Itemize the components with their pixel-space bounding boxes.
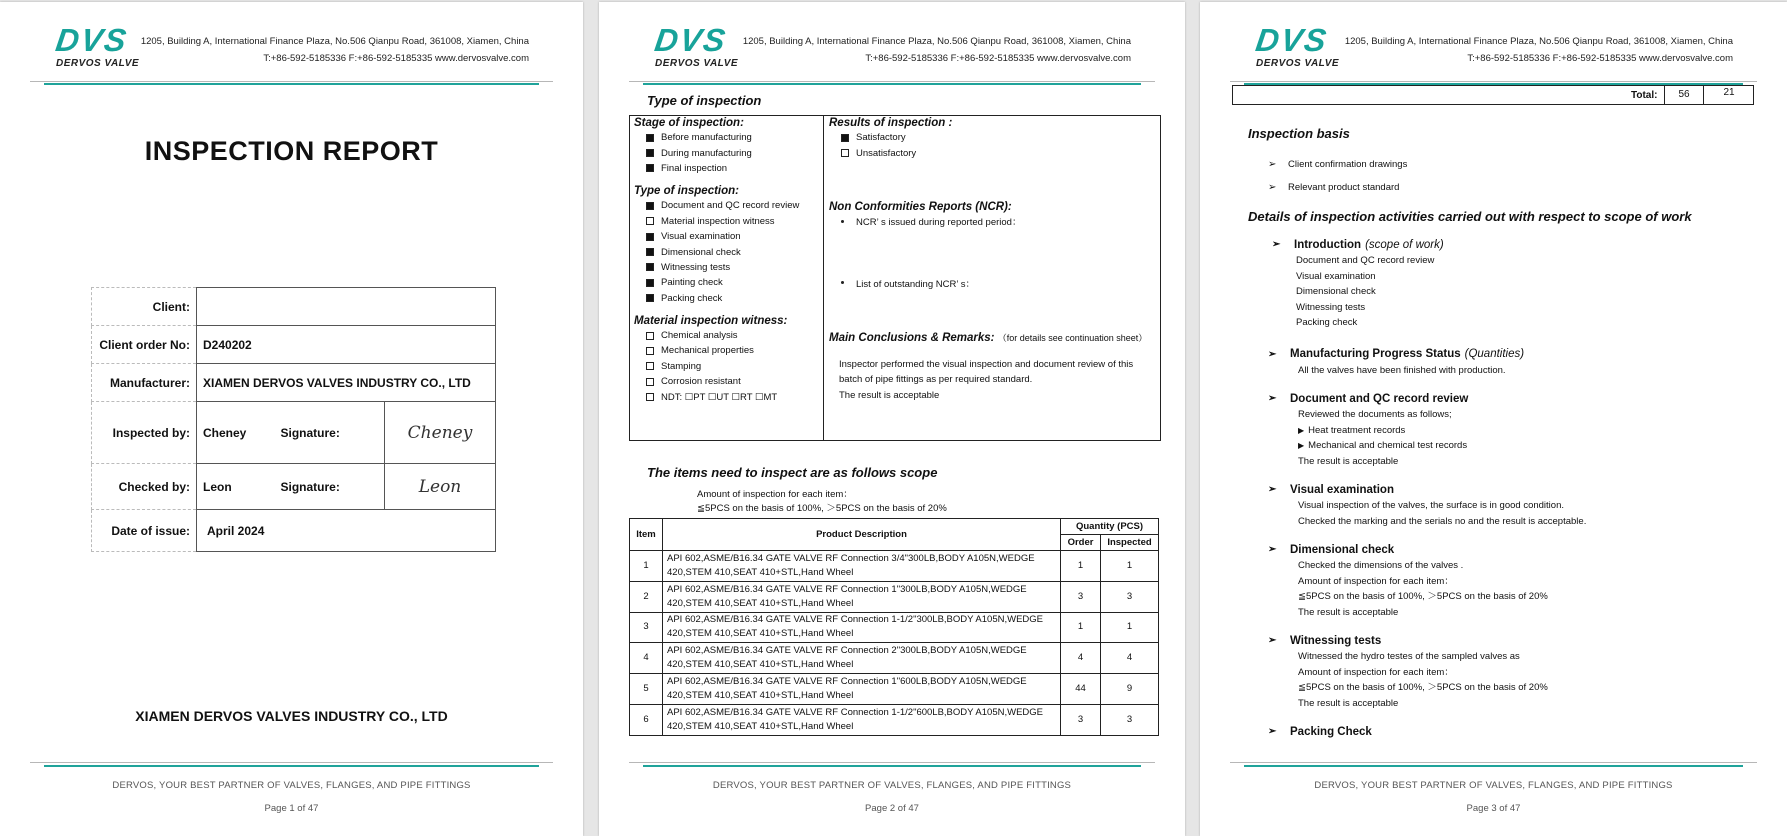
page-1 bbox=[0, 2, 583, 836]
material-title: Material inspection witness: bbox=[634, 314, 788, 327]
checkbox-label: Packing check bbox=[661, 292, 723, 304]
intro-note: (scope of work) bbox=[1365, 238, 1444, 251]
visual-title-line bbox=[1248, 481, 1748, 498]
col-order: Order bbox=[1061, 535, 1101, 551]
checked-box-icon bbox=[646, 149, 654, 157]
checked-signature-label: Signature: bbox=[275, 464, 385, 510]
doc-section bbox=[1248, 390, 1748, 469]
doc-sub-label: Mechanical and chemical test records bbox=[1308, 440, 1468, 451]
ncr-issued: NCR’ s issued during reported period： bbox=[856, 217, 1022, 229]
total-label: Total: bbox=[1631, 90, 1658, 101]
table-row bbox=[630, 643, 1159, 674]
total-inspected: 21 bbox=[1703, 86, 1754, 104]
doc-title-line bbox=[1248, 390, 1748, 407]
report-title: INSPECTION REPORT bbox=[144, 136, 439, 166]
arrow-icon: ➢ bbox=[1268, 348, 1277, 360]
arrow-icon: ➢ bbox=[1268, 726, 1277, 737]
checkbox-item[interactable] bbox=[634, 244, 820, 259]
order-label: Client order No: bbox=[92, 326, 197, 364]
intro-item: Dimensional check bbox=[1296, 286, 1376, 297]
cell-inspected: 3 bbox=[1101, 704, 1159, 735]
intro-section bbox=[1248, 236, 1748, 331]
checked-box-icon bbox=[646, 263, 654, 271]
company-name-footer: XIAMEN DERVOS VALVES INDUSTRY CO., LTD bbox=[135, 708, 448, 724]
checkbox-label: Dimensional check bbox=[661, 246, 741, 258]
checked-signature-image: Leon bbox=[418, 476, 462, 497]
inspected-label: Inspected by: bbox=[92, 402, 197, 464]
arrow-icon: ➢ bbox=[1268, 393, 1277, 404]
company-logo bbox=[1253, 22, 1356, 69]
page-3 bbox=[1200, 2, 1787, 836]
unchecked-box-icon bbox=[646, 378, 654, 386]
checkbox-label: NDT: ☐PT ☐UT ☐RT ☐MT bbox=[661, 391, 778, 403]
checkbox-item[interactable] bbox=[634, 328, 820, 343]
logo-name: DERVOS VALVE bbox=[1256, 58, 1340, 69]
type-of-inspection-heading: Type of inspection bbox=[647, 93, 762, 108]
unchecked-box-icon bbox=[646, 347, 654, 355]
basis-list bbox=[1248, 153, 1748, 199]
checkbox-item[interactable] bbox=[634, 260, 820, 275]
table-row bbox=[630, 581, 1159, 612]
header-contact: T:+86-592-5185336 F:+86-592-5185335 www.dervosvalve.com bbox=[865, 53, 1131, 64]
dim-title: Dimensional check bbox=[1290, 543, 1395, 556]
col-inspected: Inspected bbox=[1101, 535, 1159, 551]
logo-mark: DVS bbox=[1253, 22, 1331, 58]
page-number: Page 1 of 47 bbox=[264, 803, 319, 814]
cell-inspected: 9 bbox=[1101, 674, 1159, 705]
dim-line-2: Amount of inspection for each item： bbox=[1298, 575, 1454, 587]
unchecked-box-icon bbox=[646, 393, 654, 401]
inspected-signature-image: Cheney bbox=[407, 422, 473, 443]
cell-item: 6 bbox=[630, 704, 663, 735]
pack-title: Packing Check bbox=[1290, 725, 1372, 738]
header-contact: T:+86-592-5185336 F:+86-592-5185335 www.dervosvalve.com bbox=[263, 53, 529, 64]
checkbox-item[interactable] bbox=[829, 145, 1159, 160]
checkbox-item[interactable] bbox=[634, 374, 820, 389]
page-number: Page 2 of 47 bbox=[865, 803, 919, 814]
checkbox-label: Final inspection bbox=[661, 162, 728, 174]
checkbox-label: Document and QC record review bbox=[661, 200, 800, 212]
header-accent-rule bbox=[44, 83, 539, 85]
arrow-icon: ➢ bbox=[1268, 484, 1277, 495]
pack-title-line bbox=[1248, 723, 1748, 740]
checkbox-label: During manufacturing bbox=[661, 147, 752, 159]
header-address-block bbox=[743, 33, 1131, 67]
amount-line-2: ≦5PCS on the basis of 100%, ＞5PCS on the basis of 20% bbox=[697, 503, 947, 514]
triangle-icon: ▶ bbox=[1298, 441, 1305, 450]
checkbox-item[interactable] bbox=[829, 130, 1159, 145]
inspected-signature-label: Signature: bbox=[275, 402, 385, 464]
cell-order: 4 bbox=[1061, 643, 1101, 674]
cell-description: API 602,ASME/B16.34 GATE VALVE RF Connection 1"600LB,BODY A105N,WEDGE 420,STEM 410,SEAT 410+STL,Hand Wheel bbox=[663, 674, 1061, 705]
cell-description: API 602,ASME/B16.34 GATE VALVE RF Connection 2"300LB,BODY A105N,WEDGE 420,STEM 410,SEAT 410+STL,Hand Wheel bbox=[663, 643, 1061, 674]
arrow-icon: ➢ bbox=[1268, 159, 1277, 170]
triangle-icon: ▶ bbox=[1298, 425, 1305, 435]
checked-box-icon bbox=[646, 279, 654, 287]
cell-description: API 602,ASME/B16.34 GATE VALVE RF Connection 3/4"300LB,BODY A105N,WEDGE 420,STEM 410,SEAT 410+STL,Hand Wheel bbox=[663, 551, 1061, 582]
checkbox-item[interactable] bbox=[634, 145, 820, 160]
info-row-client bbox=[92, 288, 496, 326]
inspection-details bbox=[1248, 126, 1748, 740]
checkbox-item[interactable] bbox=[634, 130, 820, 145]
page-header bbox=[599, 24, 1185, 84]
basis-item bbox=[1248, 176, 1748, 199]
checkbox-label: Corrosion resistant bbox=[661, 376, 741, 388]
unchecked-box-icon bbox=[646, 332, 654, 340]
cell-inspected: 4 bbox=[1101, 643, 1159, 674]
dim-line-3: ≦5PCS on the basis of 100%, ＞5PCS on the basis of 20% bbox=[1298, 591, 1548, 602]
unchecked-box-icon bbox=[646, 217, 654, 225]
material-list bbox=[634, 328, 820, 405]
cell-item: 2 bbox=[630, 581, 663, 612]
intro-item: Document and QC record review bbox=[1296, 255, 1435, 266]
type-title: Type of inspection: bbox=[634, 185, 739, 198]
header-rule bbox=[1230, 81, 1757, 82]
wit-line-4: The result is acceptable bbox=[1298, 697, 1399, 709]
footer-slogan: DERVOS, YOUR BEST PARTNER OF VALVES, FLANGES, AND PIPE FITTINGS bbox=[112, 780, 471, 791]
checked-box-icon bbox=[646, 202, 654, 210]
footer-slogan: DERVOS, YOUR BEST PARTNER OF VALVES, FLANGES, AND PIPE FITTINGS bbox=[712, 780, 1072, 791]
inspected-value: Cheney bbox=[197, 402, 275, 464]
cell-inspected: 3 bbox=[1101, 581, 1159, 612]
page-number: Page 3 of 47 bbox=[1466, 803, 1521, 814]
checkbox-item[interactable] bbox=[634, 214, 820, 229]
checkbox-label: Before manufacturing bbox=[661, 132, 752, 144]
results-list bbox=[829, 130, 1159, 161]
items-heading: The items need to inspect are as follows scope bbox=[647, 465, 938, 480]
box-divider bbox=[823, 116, 824, 440]
right-column bbox=[829, 117, 1159, 403]
total-order: 56 bbox=[1664, 86, 1703, 104]
cell-item: 3 bbox=[630, 612, 663, 643]
checkbox-label: Unsatisfactory bbox=[856, 147, 917, 159]
visual-title: Visual examination bbox=[1290, 483, 1394, 496]
cell-order: 3 bbox=[1061, 581, 1101, 612]
checkbox-item[interactable] bbox=[634, 359, 820, 374]
checked-box-icon bbox=[646, 233, 654, 241]
checkbox-item[interactable] bbox=[634, 198, 820, 213]
basis-heading: Inspection basis bbox=[1248, 126, 1350, 141]
items-header-row bbox=[630, 519, 1159, 535]
wit-line-1: Witnessed the hydro testes of the sampled valves as bbox=[1298, 651, 1520, 662]
table-row bbox=[630, 704, 1159, 735]
cell-order: 1 bbox=[1061, 551, 1101, 582]
arrow-icon: ➢ bbox=[1268, 182, 1277, 193]
basis-label: Client confirmation drawings bbox=[1288, 159, 1408, 170]
order-value: D240202 bbox=[197, 326, 496, 364]
cell-inspected: 1 bbox=[1101, 551, 1159, 582]
checkbox-item[interactable] bbox=[634, 389, 820, 404]
logo-mark: DVS bbox=[652, 22, 730, 58]
conclusion-title-line bbox=[829, 331, 1159, 344]
checkbox-label: Mechanical properties bbox=[661, 345, 754, 357]
info-row-order bbox=[92, 326, 496, 364]
checkbox-item[interactable] bbox=[634, 291, 820, 306]
header-rule bbox=[629, 81, 1155, 82]
doc-sub-list bbox=[1248, 423, 1748, 454]
inspection-summary-box bbox=[629, 115, 1161, 441]
client-label: Client: bbox=[92, 288, 197, 326]
client-value bbox=[197, 288, 496, 326]
arrow-icon: ➢ bbox=[1268, 635, 1277, 646]
visual-line-1: Visual inspection of the valves, the surface is in good condition. bbox=[1298, 500, 1564, 511]
footer-rule bbox=[629, 762, 1155, 763]
header-address: 1205, Building A, International Finance Plaza, No.506 Qianpu Road, 361008, Xiamen, China bbox=[1344, 36, 1733, 47]
checkbox-label: Stamping bbox=[661, 360, 702, 372]
header-address: 1205, Building A, International Finance Plaza, No.506 Qianpu Road, 361008, Xiamen, China bbox=[742, 36, 1131, 47]
logo-name: DERVOS VALVE bbox=[655, 58, 739, 69]
header-address-block bbox=[1345, 33, 1733, 67]
logo-name: DERVOS VALVE bbox=[56, 58, 140, 69]
intro-item: Visual examination bbox=[1296, 270, 1376, 282]
progress-title: Manufacturing Progress Status bbox=[1290, 348, 1461, 360]
intro-title-line bbox=[1272, 236, 1748, 253]
manufacturer-value: XIAMEN DERVOS VALVES INDUSTRY CO., LTD bbox=[197, 364, 496, 402]
witness-section bbox=[1248, 632, 1748, 711]
checked-box-icon bbox=[646, 164, 654, 172]
checkbox-label: Painting check bbox=[661, 277, 723, 289]
dim-title-line bbox=[1248, 541, 1748, 558]
footer-accent-rule bbox=[643, 765, 1141, 767]
cell-inspected: 1 bbox=[1101, 612, 1159, 643]
report-info-table bbox=[91, 287, 496, 552]
progress-note: (Quantities) bbox=[1464, 348, 1525, 360]
intro-item: Packing check bbox=[1296, 317, 1358, 328]
conclusion-result: The result is acceptable bbox=[839, 389, 940, 401]
wit-title-line bbox=[1248, 632, 1748, 649]
info-row-manufacturer bbox=[92, 364, 496, 402]
arrow-icon: ➢ bbox=[1272, 239, 1281, 250]
basis-item bbox=[1248, 153, 1748, 176]
dim-line-1: Checked the dimensions of the valves . bbox=[1298, 560, 1464, 571]
conclusion-note: （for details see continuation sheet） bbox=[997, 332, 1148, 343]
amount-line-1: Amount of inspection for each item： bbox=[697, 489, 853, 500]
checked-box-icon bbox=[646, 294, 654, 302]
checkbox-item[interactable] bbox=[634, 275, 820, 290]
visual-line-2: Checked the marking and the serials no and the result is acceptable. bbox=[1298, 515, 1587, 527]
visual-section bbox=[1248, 481, 1748, 529]
conclusion-title: Main Conclusions & Remarks: bbox=[829, 331, 995, 344]
col-description: Product Description bbox=[663, 519, 1061, 551]
header-address-block bbox=[141, 33, 529, 67]
info-row-date bbox=[92, 510, 496, 552]
progress-text: All the valves have been finished with production. bbox=[1298, 364, 1506, 376]
total-row bbox=[1232, 85, 1754, 105]
bullet-icon bbox=[841, 220, 844, 223]
checkbox-label: Visual examination bbox=[661, 231, 741, 243]
footer-accent-rule bbox=[1244, 765, 1743, 767]
page-header bbox=[1200, 24, 1787, 84]
table-row bbox=[630, 612, 1159, 643]
header-contact: T:+86-592-5185336 F:+86-592-5185335 www.dervosvalve.com bbox=[1467, 53, 1733, 64]
items-table bbox=[629, 518, 1159, 736]
doc-sub-label: Heat treatment records bbox=[1308, 424, 1406, 436]
logo-mark: DVS bbox=[53, 22, 131, 58]
manufacturer-label: Manufacturer: bbox=[92, 364, 197, 402]
info-row-inspected bbox=[92, 402, 496, 464]
items-body bbox=[630, 551, 1159, 736]
footer-accent-rule bbox=[44, 765, 539, 767]
ncr-item bbox=[829, 275, 1159, 290]
cell-order: 3 bbox=[1061, 704, 1101, 735]
dim-line-4: The result is acceptable bbox=[1298, 606, 1399, 618]
intro-item: Witnessing tests bbox=[1296, 301, 1366, 313]
cell-item: 5 bbox=[630, 674, 663, 705]
progress-title-line bbox=[1248, 346, 1748, 363]
col-item: Item bbox=[630, 519, 663, 551]
dimensional-section bbox=[1248, 541, 1748, 620]
conclusion-text: Inspector performed the visual inspection and document review of this batch of pipe fittings as per required standard. bbox=[839, 358, 1134, 386]
unchecked-box-icon bbox=[841, 149, 849, 157]
page-2 bbox=[599, 2, 1185, 836]
stage-title: Stage of inspection: bbox=[634, 117, 744, 129]
checkbox-item[interactable] bbox=[634, 161, 820, 176]
arrow-icon: ➢ bbox=[1268, 544, 1277, 555]
cell-order: 44 bbox=[1061, 674, 1101, 705]
inspected-signature bbox=[385, 402, 496, 464]
left-column bbox=[634, 117, 820, 405]
type-list bbox=[634, 198, 820, 306]
checked-box-icon bbox=[841, 134, 849, 142]
packing-section bbox=[1248, 723, 1748, 740]
ncr-item bbox=[829, 214, 1159, 229]
checkbox-label: Witnessing tests bbox=[661, 261, 731, 273]
intro-list bbox=[1254, 253, 1748, 331]
wit-title: Witnessing tests bbox=[1290, 634, 1382, 647]
doc-text: Reviewed the documents as follows; bbox=[1298, 409, 1452, 420]
details-heading: Details of inspection activities carried out with respect to scope of work bbox=[1248, 209, 1692, 224]
cell-description: API 602,ASME/B16.34 GATE VALVE RF Connection 1-1/2"300LB,BODY A105N,WEDGE 420,STEM 410,SEAT 410+STL,Hand Wheel bbox=[663, 612, 1061, 643]
footer-rule bbox=[1230, 762, 1757, 763]
results-title: Results of inspection : bbox=[829, 117, 953, 129]
doc-result: The result is acceptable bbox=[1298, 455, 1399, 467]
checkbox-item[interactable] bbox=[634, 229, 820, 244]
header-address: 1205, Building A, International Finance Plaza, No.506 Qianpu Road, 361008, Xiamen, China bbox=[140, 36, 529, 47]
checked-value: Leon bbox=[197, 464, 275, 510]
intro-title: Introduction bbox=[1294, 238, 1362, 251]
stage-list bbox=[634, 130, 820, 176]
checkbox-label: Material inspection witness bbox=[661, 215, 775, 227]
doc-sub-item bbox=[1248, 438, 1748, 454]
header-accent-rule bbox=[643, 83, 1141, 85]
table-row bbox=[630, 674, 1159, 705]
checkbox-label: Satisfactory bbox=[856, 132, 906, 144]
date-label: Date of issue: bbox=[92, 510, 197, 552]
ncr-title: Non Conformities Reports (NCR): bbox=[829, 200, 1012, 213]
doc-title: Document and QC record review bbox=[1290, 392, 1469, 405]
basis-label: Relevant product standard bbox=[1288, 182, 1400, 193]
company-logo bbox=[652, 22, 755, 69]
unchecked-box-icon bbox=[646, 362, 654, 370]
wit-line-3: ≦5PCS on the basis of 100%, ＞5PCS on the basis of 20% bbox=[1298, 682, 1548, 693]
table-row bbox=[630, 551, 1159, 582]
header-rule bbox=[30, 81, 553, 82]
cell-item: 1 bbox=[630, 551, 663, 582]
col-quantity: Quantity (PCS) bbox=[1061, 519, 1159, 535]
checkbox-item[interactable] bbox=[634, 343, 820, 358]
cell-order: 1 bbox=[1061, 612, 1101, 643]
checked-signature bbox=[385, 464, 496, 510]
checkbox-label: Chemical analysis bbox=[661, 330, 738, 342]
wit-line-2: Amount of inspection for each item： bbox=[1298, 666, 1454, 678]
cell-description: API 602,ASME/B16.34 GATE VALVE RF Connection 1-1/2"600LB,BODY A105N,WEDGE 420,STEM 410,SEAT 410+STL,Hand Wheel bbox=[663, 704, 1061, 735]
date-value: April 2024 bbox=[197, 510, 496, 552]
bullet-icon bbox=[841, 281, 844, 284]
footer-slogan: DERVOS, YOUR BEST PARTNER OF VALVES, FLANGES, AND PIPE FITTINGS bbox=[1314, 780, 1673, 791]
page-header bbox=[0, 24, 583, 84]
info-row-checked bbox=[92, 464, 496, 510]
checked-box-icon bbox=[646, 248, 654, 256]
cell-item: 4 bbox=[630, 643, 663, 674]
footer-rule bbox=[30, 762, 553, 763]
doc-sub-item bbox=[1248, 423, 1748, 439]
cell-description: API 602,ASME/B16.34 GATE VALVE RF Connection 1"300LB,BODY A105N,WEDGE 420,STEM 410,SEAT 410+STL,Hand Wheel bbox=[663, 581, 1061, 612]
checked-box-icon bbox=[646, 134, 654, 142]
progress-section bbox=[1248, 346, 1748, 379]
ncr-outstanding: List of outstanding NCR’ s： bbox=[856, 278, 975, 290]
checked-label: Checked by: bbox=[92, 464, 197, 510]
